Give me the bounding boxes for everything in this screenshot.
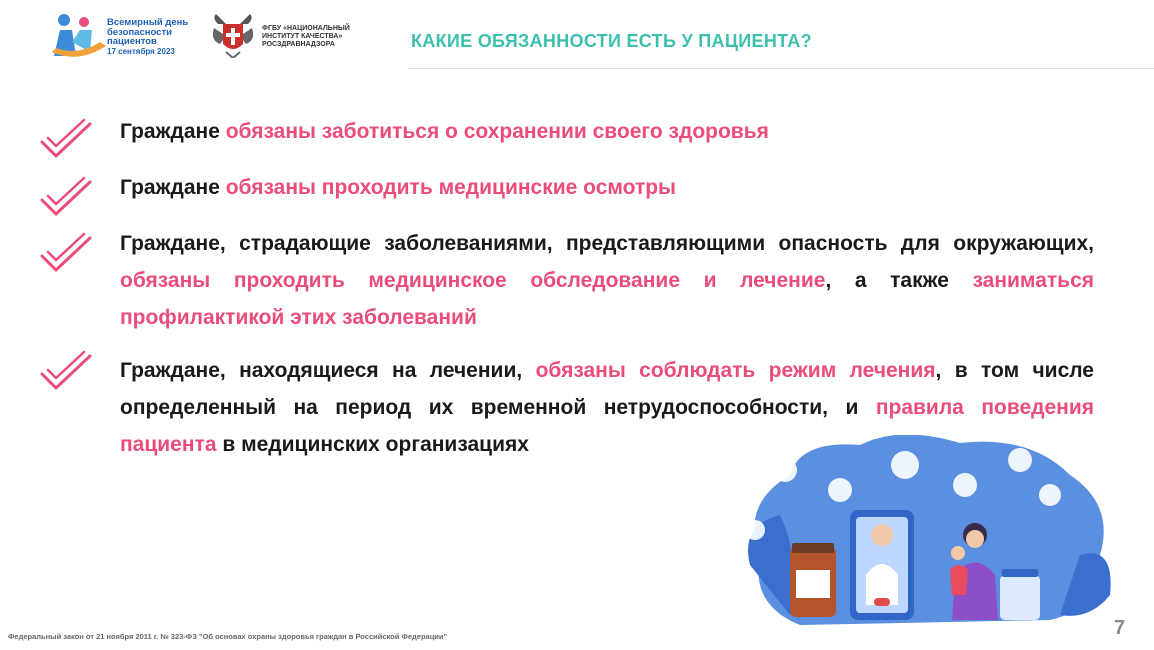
- duty-item-1: [120, 113, 1094, 150]
- duty-text: , в том числе определенный на период их временной нетрудоспособности, и: [120, 359, 1094, 419]
- duty-highlight: обязаны проходить медицинское обследование и лечение: [120, 269, 826, 292]
- duty-item-3: [120, 225, 1094, 336]
- check-icon: [38, 118, 96, 164]
- telemedicine-illustration: [730, 435, 1116, 630]
- patient-safety-logo: [50, 12, 108, 62]
- institute-label: ФГБУ «НАЦИОНАЛЬНЫЙ ИНСТИТУТ КАЧЕСТВА» РОСЗДРАВНАДЗОРА: [262, 25, 350, 48]
- duty-text: , а также: [825, 269, 973, 292]
- duty-item-2: [120, 169, 1094, 206]
- check-icon: [38, 350, 96, 396]
- header-divider: [408, 68, 1154, 69]
- header: [0, 0, 1154, 70]
- duty-text: Граждане, находящиеся на лечении,: [120, 359, 536, 382]
- duty-text: в медицинских организациях: [216, 433, 529, 456]
- duty-highlight: правила поведения пациента: [120, 396, 1095, 456]
- roszdravnadzor-emblem: [210, 14, 256, 58]
- check-icon: [38, 176, 96, 222]
- duty-highlight: заниматься профилактикой этих заболеваний: [120, 269, 1094, 329]
- duty-text: Граждане: [120, 176, 226, 199]
- patient-safety-day-label: Всемирный день безопасности пациентов 17 сентября 2023: [107, 17, 189, 56]
- page-title: КАКИЕ ОБЯЗАННОСТИ ЕСТЬ У ПАЦИЕНТА?: [411, 31, 812, 51]
- duty-highlight: обязаны проходить медицинские осмотры: [225, 176, 676, 199]
- duty-highlight: обязаны заботиться о сохранении своего здоровья: [225, 120, 769, 143]
- page-number: 7: [1114, 617, 1126, 639]
- duty-highlight: обязаны соблюдать режим лечения: [535, 359, 936, 382]
- duty-text: Граждане, страдающие заболеваниями, представляющими опасность для окружающих,: [120, 232, 1094, 255]
- check-icon: [38, 232, 96, 278]
- footer-citation: Федеральный закон от 21 ноября 2011 г. № 323-ФЗ "Об основах охраны здоровья граждан в Российской Федерации": [8, 632, 448, 641]
- duty-text: Граждане: [120, 120, 226, 143]
